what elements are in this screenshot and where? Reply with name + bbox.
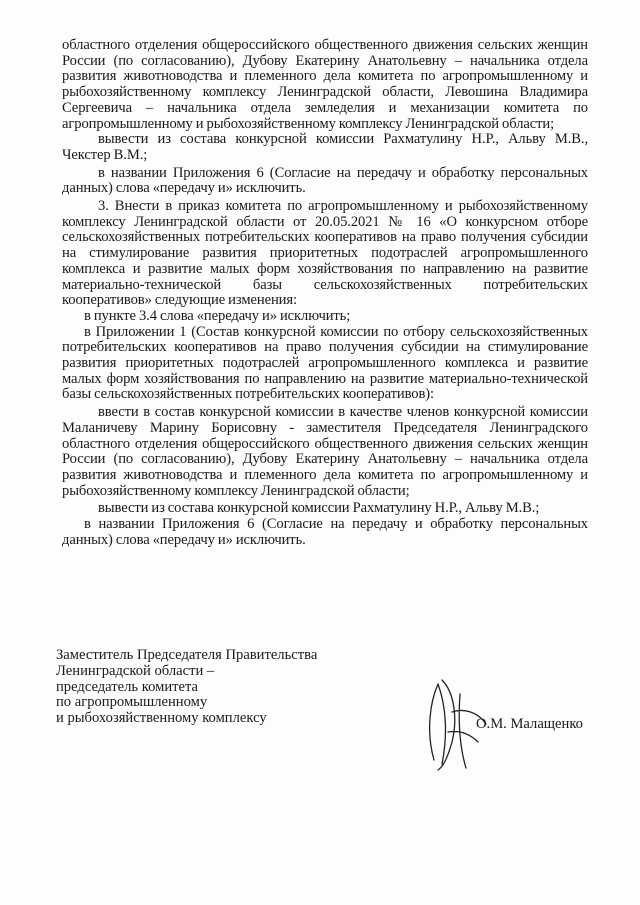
paragraph-item-3: 3. Внести в приказ комитета по агропромышленному и рыбохозяйственному комплексу Ленинградской области от 20.05.2021 № 16 «О конкурсном отборе сельскохозяйственных потребительских кооперативов на право получения субсидии на стимулирование развития приоритетных подотраслей агропромышленного комплекса и развитие малых форм хозяйствования по направлению на развитие материально-технической базы сельскохозяйственных потребительских кооперативов» следующие изменения: [62,198,588,309]
signatory-title-line: и рыбохозяйственному комплексу [56,710,267,727]
paragraph-continuation: областного отделения общероссийского общественного движения сельских женщин России (по согласованию), Дубову Екатерину Анатольевну – начальника отдела развития животноводства и племенного дела комитета по агропромышленному и рыбохозяйственному комплексу Ленинградской области, Левошина Владимира Сергеевича – начальника отдела земледелия и механизации комитета по агропромышленному и рыбохозяйственному комплексу Ленинградской области; [62,37,588,132]
paragraph-appendix1: в Приложении 1 (Состав конкурсной комиссии по отбору сельскохозяйственных потребительских кооперативов на право получения субсидии на стимулирование развития приоритетных подотраслей агропромышленного комплекса и развитие малых форм хозяйствования по направлению на развитие материально-технической базы сельскохозяйственных потребительских кооперативов): [62,323,588,403]
signatory-title [56,648,356,727]
document-body [62,38,588,549]
paragraph-remove-members: вывести из состава конкурсной комиссии Рахматулину Н.Р., Альву М.В., Чекстер В.М.; [62,131,588,163]
paragraph-point-3-4: в пункте 3.4 слова «передачу и» исключить; [84,307,351,324]
signatory-title-line: Ленинградской области – [56,662,215,679]
signatory-title-line: председатель комитета [56,678,199,695]
signatory-name: О.М. Малащенко [476,716,583,732]
paragraph-appendix6-rename-2: в названии Приложения 6 (Согласие на передачу и обработку персональных данных) слова «передачу и» исключить. [62,516,588,548]
paragraph-appendix6-rename: в названии Приложения 6 (Согласие на передачу и обработку персональных данных) слова «передачу и» исключить. [62,164,588,197]
paragraph-add-members: ввести в состав конкурсной комиссии в качестве членов конкурсной комиссии Маланичеву Марину Борисовну - заместителя Председателя Ленинградского областного отделения общероссийского общественного движения сельских женщин России (по согласованию), Дубову Екатерину Анатольевну – начальника отдела развития животноводства и племенного дела комитета по агропромышленному и рыбохозяйственному комплексу Ленинградской области; [62,404,588,499]
paragraph-remove-members-2: вывести из состава конкурсной комиссии Рахматулину Н.Р., Альву М.В.; [98,500,540,517]
signatory-title-line: по агропромышленному [56,694,208,711]
signatory-title-line: Заместитель Председателя Правительства [56,647,318,663]
